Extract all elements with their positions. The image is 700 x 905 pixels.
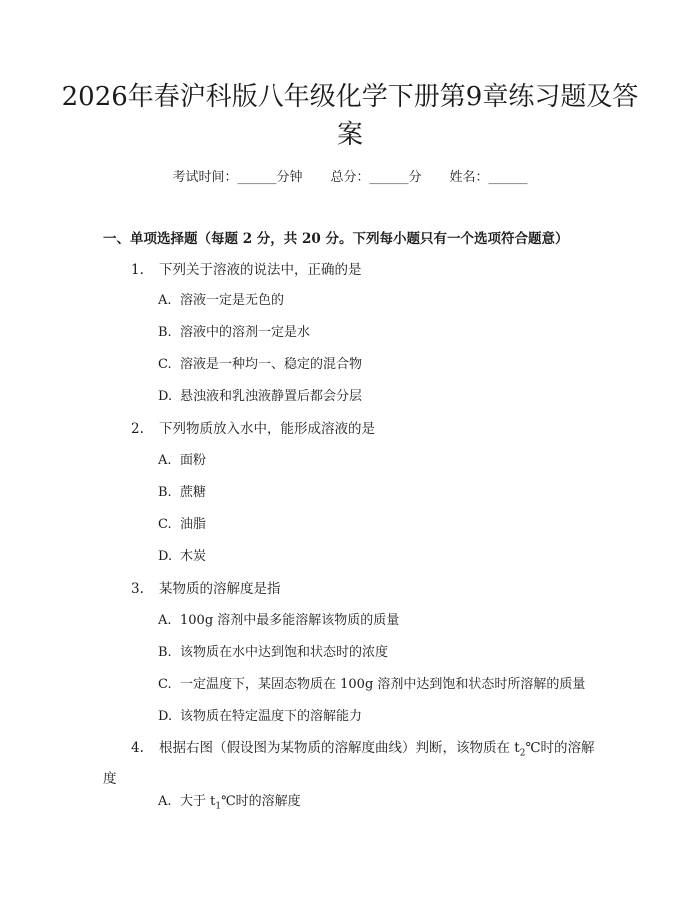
question-stem-subscript: 2 [519, 748, 526, 759]
option-text-part2: ℃时的溶解度 [221, 794, 301, 809]
option-letter: D. [158, 389, 173, 404]
question-stem-part1: 根据右图（假设图为某物质的溶解度曲线）判断，该物质在 t [159, 740, 520, 756]
option-text: 面粉 [180, 453, 207, 468]
option-text: 该物质在特定温度下的溶解能力 [180, 709, 363, 724]
option-letter: A. [158, 794, 172, 809]
question-1 [131, 260, 362, 280]
question-3-option-a [158, 611, 399, 631]
option-letter: D. [158, 709, 173, 724]
question-2 [131, 419, 375, 439]
question-2-option-b [158, 483, 206, 503]
question-1-option-b [158, 323, 310, 343]
section-heading: 一、单项选择题（每题 2 分，共 20 分。下列每小题只有一个选项符合题意） [103, 231, 569, 247]
question-stem: 下列关于溶液的说法中，正确的是 [159, 262, 362, 278]
option-text-subscript: 1 [215, 801, 222, 812]
question-2-option-a [158, 451, 206, 471]
exam-time: 考试时间：______分钟 [172, 170, 303, 185]
option-letter: C. [158, 517, 172, 532]
option-letter: A. [158, 453, 172, 468]
option-text: 悬浊液和乳浊液静置后都会分层 [180, 389, 363, 404]
option-letter: C. [158, 357, 172, 372]
question-stem-part2: ℃时的溶解度 [103, 740, 595, 787]
option-letter: B. [158, 645, 172, 660]
question-4 [103, 736, 597, 792]
option-text: 溶液中的溶剂一定是水 [180, 325, 311, 340]
question-number: 3. [131, 581, 144, 597]
total-score: 总分：______分 [330, 170, 422, 185]
option-text: 木炭 [180, 549, 207, 564]
question-number: 1. [131, 262, 144, 278]
option-text: 该物质在水中达到饱和状态时的浓度 [180, 645, 389, 660]
option-letter: A. [158, 293, 172, 308]
exam-info [0, 168, 700, 188]
option-letter: B. [158, 325, 172, 340]
question-2-option-c [158, 515, 206, 535]
option-letter: D. [158, 549, 173, 564]
question-3-option-c [158, 675, 585, 695]
question-1-option-c [158, 355, 362, 375]
option-letter: B. [158, 485, 172, 500]
document-title: 2026年春沪科版八年级化学下册第9章练习题及答案 [61, 82, 639, 150]
question-2-option-d [158, 547, 206, 567]
student-name: 姓名：______ [449, 170, 528, 185]
question-number: 2. [131, 421, 144, 437]
option-text: 一定温度下，某固态物质在 100g 溶剂中达到饱和状态时所溶解的质量 [180, 677, 586, 692]
option-letter: A. [158, 613, 172, 628]
question-1-option-a [158, 291, 284, 311]
question-3-option-b [158, 643, 388, 663]
question-3-option-d [158, 707, 362, 727]
question-number: 4. [131, 740, 144, 756]
question-stem: 下列物质放入水中，能形成溶液的是 [159, 421, 375, 437]
question-3 [131, 579, 281, 599]
question-4-option-a [158, 792, 301, 817]
option-text: 蔗糖 [180, 485, 207, 500]
option-text: 溶液一定是无色的 [180, 293, 285, 308]
option-text: 油脂 [180, 517, 207, 532]
option-text: 溶液是一种均一、稳定的混合物 [180, 357, 363, 372]
question-1-option-d [158, 387, 362, 407]
option-letter: C. [158, 677, 172, 692]
option-text: 100g 溶剂中最多能溶解该物质的质量 [180, 613, 400, 628]
option-text-part1: 大于 t [180, 794, 216, 809]
question-stem: 某物质的溶解度是指 [159, 581, 281, 597]
